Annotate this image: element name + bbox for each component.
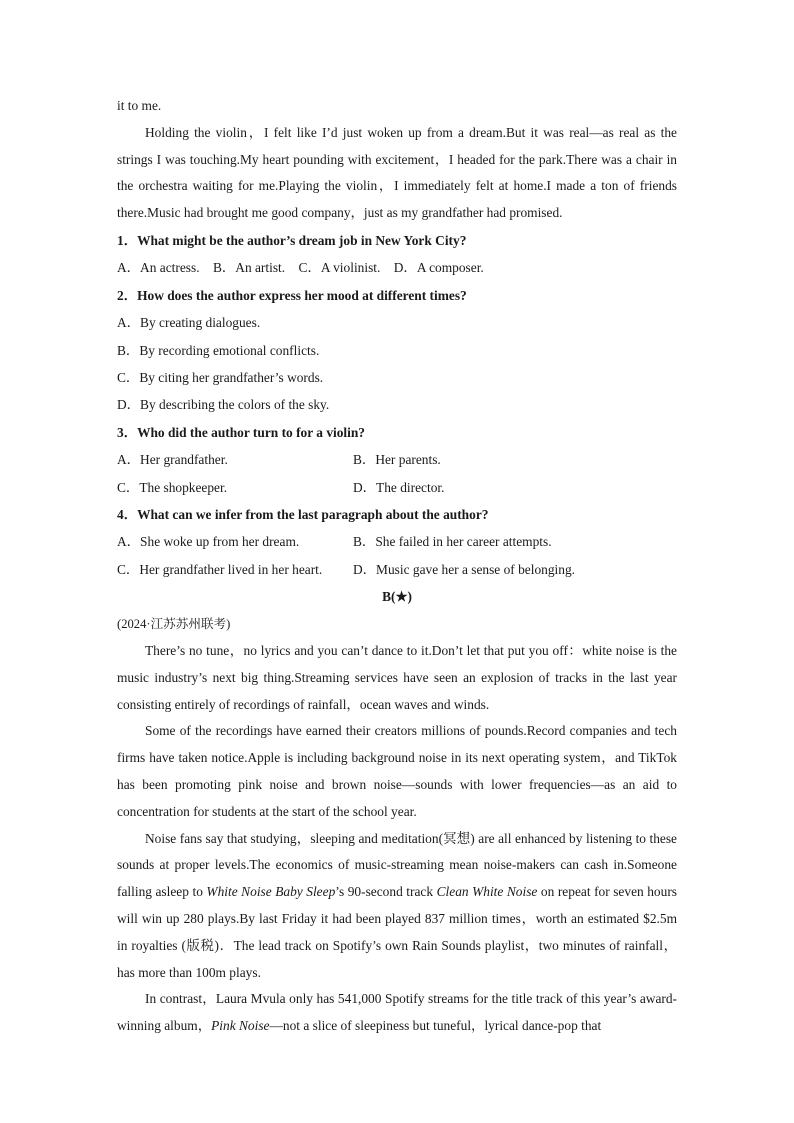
question-1 bbox=[117, 227, 677, 282]
option-c[interactable]: C．The shopkeeper. bbox=[117, 479, 228, 495]
question-stem: 1．What might be the author’s dream job in New York City? bbox=[117, 232, 467, 248]
section-heading: B(★) bbox=[382, 589, 412, 605]
question-stem: 2．How does the author express her mood at different times? bbox=[117, 287, 467, 303]
option-a[interactable]: A．She woke up from her dream. bbox=[117, 534, 300, 550]
question-3 bbox=[117, 419, 677, 501]
text-run: —not a slice of sleepiness but tuneful，lyrical dance-pop that bbox=[269, 1018, 602, 1034]
passage-continuation: it to me. bbox=[117, 98, 162, 113]
text-run: on repeat for seven hours will win up 280 plays.By last Friday it had been played 837 million times，worth an estimated $2.5m in royalties (版税)．The lead track on Spotify’s own Rain Sounds playlist，two minutes of rainfall，has more than 100m plays. bbox=[117, 884, 677, 980]
option-c[interactable]: C．By citing her grandfather’s words. bbox=[117, 370, 324, 386]
page-content bbox=[117, 93, 677, 1040]
option-d[interactable]: D．By describing the colors of the sky. bbox=[117, 397, 330, 413]
section-b-paragraph-1: There’s no tune，no lyrics and you can’t dance to it.Don’t let that put you off：white noise is the music industry’s next big thing.Streaming services have seen an explosion of tracks in the last year consisting entirely of recordings of rainfall，ocean waves and winds. bbox=[117, 643, 677, 712]
option-b[interactable]: B．An artist. bbox=[212, 260, 286, 276]
question-4 bbox=[117, 501, 677, 583]
option-d[interactable]: D．The director. bbox=[353, 479, 445, 495]
section-b-paragraph-2: Some of the recordings have earned their creators millions of pounds.Record companies and tech firms have taken notice.Apple is including background noise in its next operating system，and TikTok has been promoting pink noise and brown noise—sounds with lower frequencies—as an aid to concentration for students at the start of the school year. bbox=[117, 723, 677, 819]
option-a[interactable]: A．An actress. bbox=[117, 260, 200, 276]
question-options-inline bbox=[117, 254, 677, 281]
option-a[interactable]: A．Her grandfather. bbox=[117, 452, 228, 468]
option-c[interactable]: C．Her grandfather lived in her heart. bbox=[117, 561, 323, 577]
option-a[interactable]: A．By creating dialogues. bbox=[117, 315, 261, 331]
question-stem: 4．What can we infer from the last paragraph about the author? bbox=[117, 507, 489, 523]
question-stem: 3．Who did the author turn to for a violin? bbox=[117, 424, 366, 440]
text-run: Noise fans say that studying，sleeping and meditation(冥想) are all enhanced by listening to these sounds at proper levels.The economics of music-streaming mean noise-makers can cash in.Someone falling asleep to bbox=[117, 830, 677, 900]
artist-name: White Noise Baby Sleep bbox=[206, 884, 336, 900]
question-2 bbox=[117, 282, 677, 419]
options-row bbox=[117, 474, 677, 501]
option-c[interactable]: C．A violinist. bbox=[298, 260, 381, 276]
option-b[interactable]: B．Her parents. bbox=[353, 452, 441, 468]
options-row bbox=[117, 446, 677, 473]
album-title: Pink Noise bbox=[211, 1018, 270, 1034]
passage-last-paragraph: Holding the violin，I felt like I’d just woken up from a dream.But it was real—as real as the strings I was touching.My heart pounding with excitement，I headed for the park.There was a chair in the orchestra waiting for me.Playing the violin，I immediately felt at home.I made a ton of friends there.Music had brought me good company，just as my grandfather had promised. bbox=[117, 124, 677, 221]
track-title: Clean White Noise bbox=[436, 884, 538, 900]
section-b-paragraph-4 bbox=[117, 986, 677, 1040]
section-b-paragraph-3 bbox=[117, 826, 677, 987]
option-b[interactable]: B．By recording emotional conflicts. bbox=[117, 342, 320, 358]
option-b[interactable]: B．She failed in her career attempts. bbox=[353, 534, 552, 550]
source-note: (2024·江苏苏州联考) bbox=[117, 616, 231, 631]
options-row bbox=[117, 528, 677, 555]
text-run: ’s 90-second track bbox=[335, 884, 437, 900]
option-d[interactable]: D．A composer. bbox=[393, 260, 484, 276]
option-d[interactable]: D．Music gave her a sense of belonging. bbox=[353, 561, 576, 577]
text-run: In contrast，Laura Mvula only has 541,000 Spotify streams for the title track of this year’s award-winning album， bbox=[117, 991, 677, 1034]
options-row bbox=[117, 556, 677, 583]
